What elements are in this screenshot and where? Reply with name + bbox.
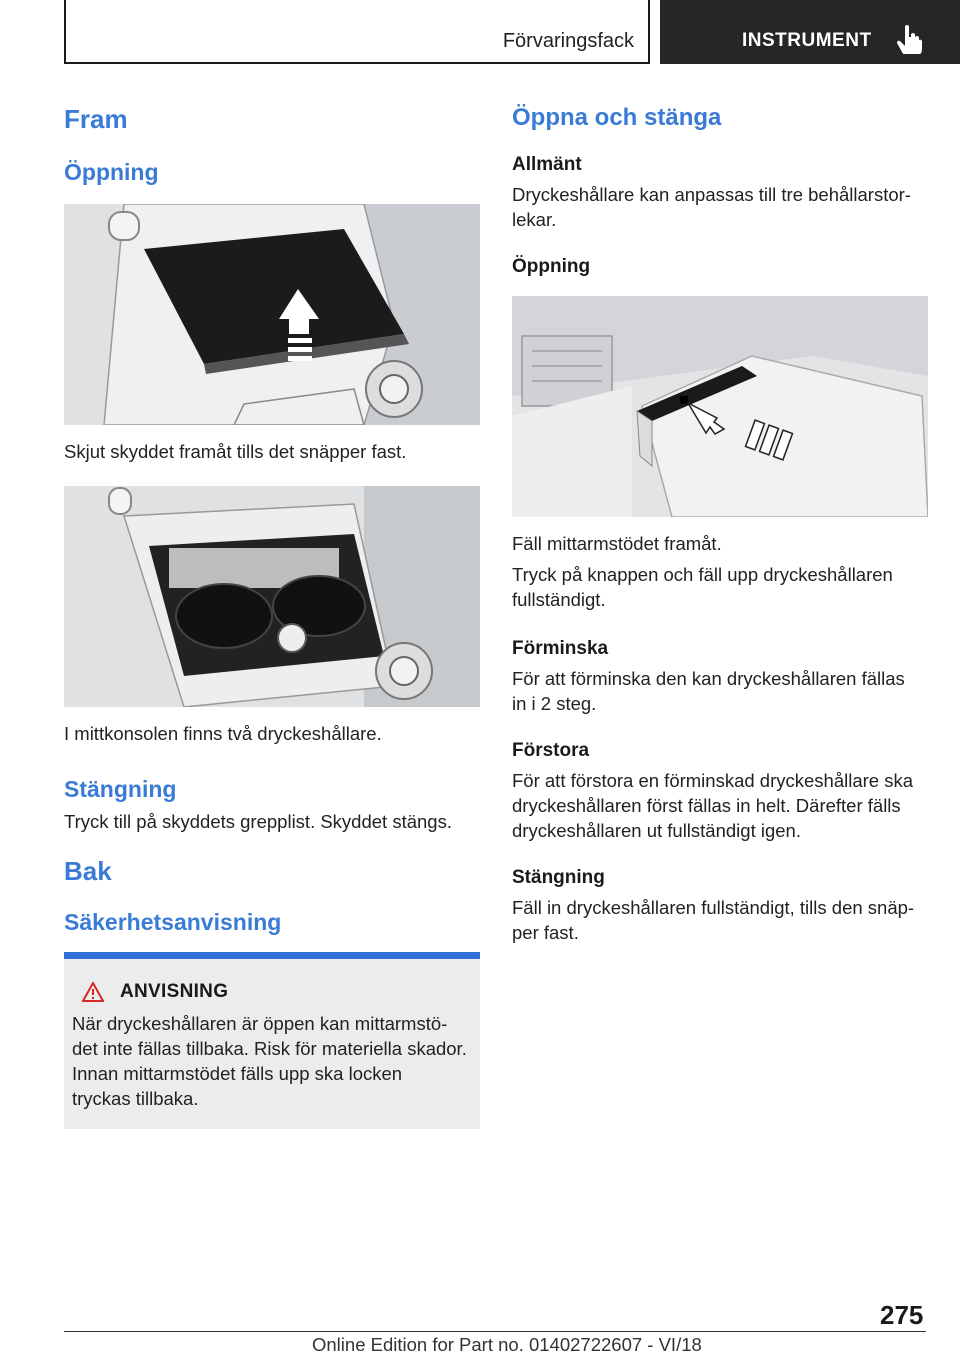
text-line: För att förstora en förminskad dryckeshållare ska [512, 770, 913, 791]
heading-bak: Bak [64, 856, 112, 886]
footer-edition: Online Edition for Part no. 01402722607 - VI/18 [312, 1334, 702, 1355]
text-line: Tryck på knappen och fäll upp dryckeshållaren [512, 564, 893, 585]
text-line: lekar. [512, 209, 557, 230]
header-section-title: Förvaringsfack [502, 30, 634, 52]
heading-forstora: Förstora [512, 740, 590, 761]
heading-oppning: Öppning [64, 159, 159, 185]
text-line: per fast. [512, 922, 579, 943]
text-line: För att förminska den kan dryckeshållaren fällas [512, 668, 905, 689]
header-section-tab [64, 0, 650, 64]
notice-header [72, 981, 472, 1003]
left-column [64, 100, 480, 1129]
figure-caption-2: I mittkonsolen finns två dryckeshållare. [64, 723, 382, 744]
heading-oppna-och-stanga: Öppna och stänga [512, 104, 722, 131]
heading-forminska: Förminska [512, 638, 609, 659]
hand-pointer-icon [897, 24, 923, 54]
heading-allmant: Allmänt [512, 154, 582, 175]
figure-rear-armrest [512, 296, 928, 517]
figure-cupholders [64, 486, 480, 707]
page-number: 275 [880, 1300, 924, 1330]
header-rule [64, 62, 650, 64]
notice-box [64, 952, 480, 1129]
notice-line: tryckas tillbaka. [72, 1088, 199, 1109]
notice-text [72, 1011, 472, 1111]
heading-stangning-right: Stängning [512, 867, 605, 888]
header-chapter-title: INSTRUMENT [742, 30, 872, 51]
text-line: Fäll in dryckeshållaren fullständigt, tills den snäp- [512, 897, 915, 918]
figure-caption-1: Skjut skyddet framåt tills det snäpper fast. [64, 441, 407, 462]
forminska-text [512, 666, 928, 716]
text-line: fullständigt. [512, 589, 606, 610]
notice-title: ANVISNING [120, 981, 229, 1002]
figure-caption-3: Fäll mittarmstödet framåt. [512, 533, 722, 554]
allmant-text [512, 182, 928, 232]
header-chapter-tab [660, 0, 960, 64]
heading-oppning-right: Öppning [512, 256, 591, 277]
oppning-text [512, 562, 928, 612]
forstora-text [512, 768, 928, 843]
footer-rule [64, 1331, 926, 1332]
stangning-right-text [512, 895, 928, 945]
notice-line: det inte fällas tillbaka. Risk för materiella skador. [72, 1038, 467, 1059]
heading-sakerhetsanvisning: Säkerhetsanvisning [64, 909, 282, 935]
text-line: dryckeshållaren först fällas in helt. Därefter fälls [512, 795, 901, 816]
warning-triangle-icon [82, 982, 104, 1002]
heading-stangning-left: Stängning [64, 776, 177, 802]
text-line: dryckeshållaren ut fullständigt igen. [512, 820, 801, 841]
text-line: in i 2 steg. [512, 693, 597, 714]
notice-line: När dryckeshållaren är öppen kan mittarmstö- [72, 1013, 448, 1034]
right-column [512, 100, 928, 945]
notice-line: Innan mittarmstödet fälls upp ska locken [72, 1063, 403, 1084]
figure-console-cover [64, 204, 480, 425]
heading-fram: Fram [64, 104, 128, 134]
text-line: Dryckeshållare kan anpassas till tre behållarstor- [512, 184, 911, 205]
stangning-text: Tryck till på skyddets grepplist. Skyddet stängs. [64, 811, 452, 832]
